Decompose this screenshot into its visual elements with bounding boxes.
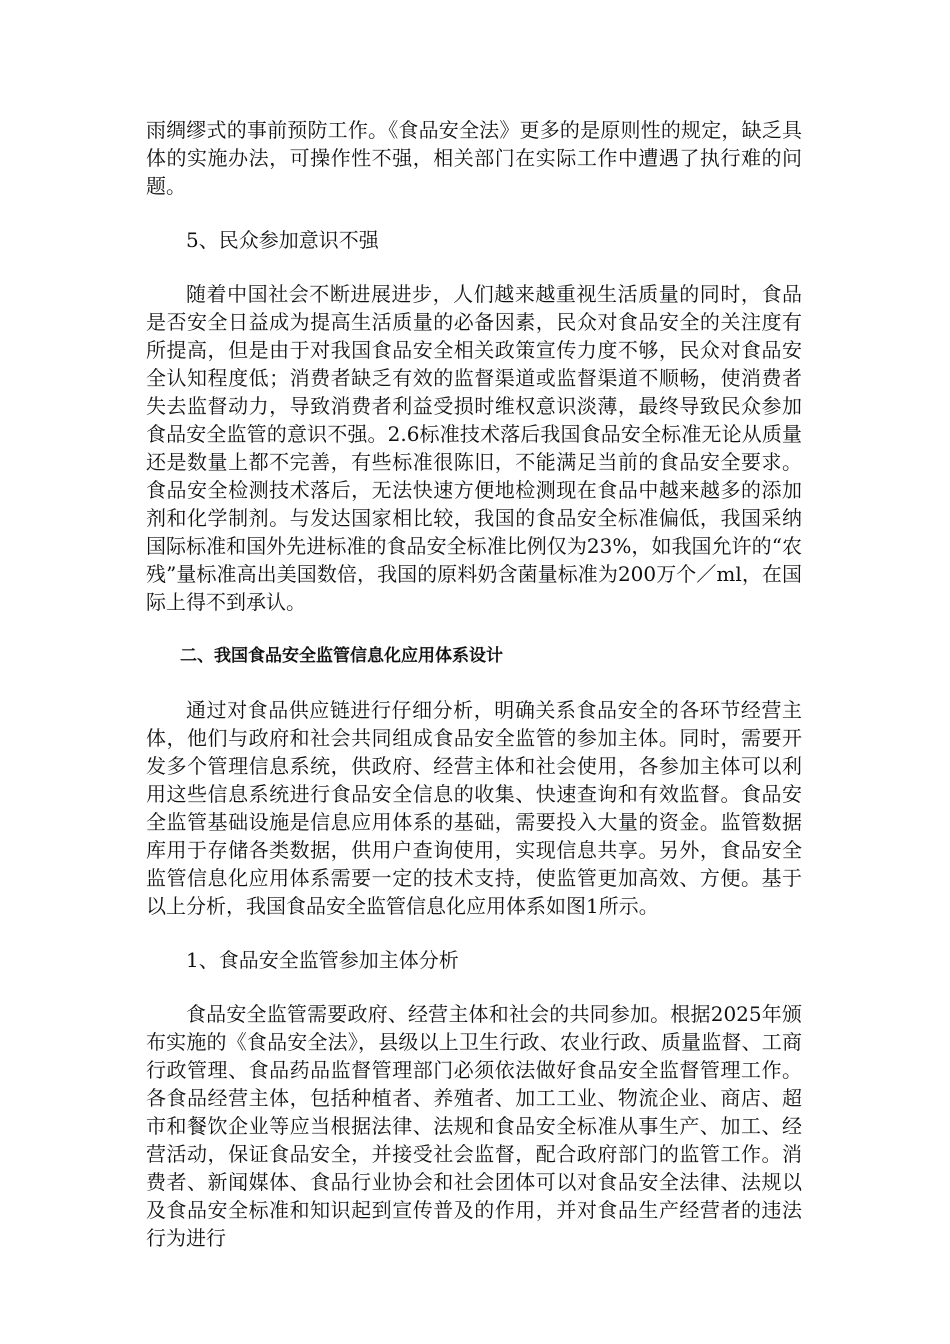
paragraph-participants-analysis: 食品安全监管需要政府、经营主体和社会的共同参加。根据2025年颁布实施的《食品安全法》，县级以上卫生行政、农业行政、质量监督、工商行政管理、食品药品监督管理部门必须依法做好食品安全监督管理工作。各食品经营主体，包括种植者、养殖者、加工工业、物流企业、商店、超市和餐饮企业等应当根据法律、法规和食品安全标准从事生产、加工、经营活动，保证食品安全，并接受社会监督，配合政府部门的监管工作。消费者、新闻媒体、食品行业协会和社会团体可以对食品安全法律、法规以及食品安全标准和知识起到宣传普及的作用，并对食品生产经营者的违法行为进行 [146, 1002, 802, 1250]
chapter-heading-2: 二、我国食品安全监管信息化应用体系设计 [180, 646, 503, 666]
document-page [146, 116, 802, 1252]
paragraph-system-design: 通过对食品供应链进行仔细分析，明确关系食品安全的各环节经营主体，他们与政府和社会共同组成食品安全监管的参加主体。同时，需要开发多个管理信息系统，供政府、经营主体和社会使用，各参加主体可以利用这些信息系统进行食品安全信息的收集、快速查询和有效监督。食品安全监管基础设施是信息应用体系的基础，需要投入大量的资金。监管数据库用于存储各类数据，供用户查询使用，实现信息共享。另外，食品安全监管信息化应用体系需要一定的技术支持，使监管更加高效、方便。基于以上分析，我国食品安全监管信息化应用体系如图1所示。 [146, 698, 802, 918]
section-heading-5: 5、民众参加意识不强 [186, 228, 379, 252]
paragraph-public-participation: 随着中国社会不断进展进步，人们越来越重视生活质量的同时，食品是否安全日益成为提高生活质量的必备因素，民众对食品安全的关注度有所提高，但是由于对我国食品安全相关政策宣传力度不够，民众对食品安全认知程度低；消费者缺乏有效的监督渠道或监督渠道不顺畅，使消费者失去监督动力，导致消费者利益受损时维权意识淡薄，最终导致民众参加食品安全监管的意识不强。2.6标准技术落后我国食品安全标准无论从质量还是数量上都不完善，有些标准很陈旧，不能满足当前的食品安全要求。食品安全检测技术落后，无法快速方便地检测现在食品中越来越多的添加剂和化学制剂。与发达国家相比较，我国的食品安全标准偏低，我国采纳国际标准和国外先进标准的食品安全标准比例仅为23%，如我国允许的“农残”量标准高出美国数倍，我国的原料奶含菌量标准为200万个／ml，在国际上得不到承认。 [146, 282, 802, 614]
section-heading-1: 1、食品安全监管参加主体分析 [186, 948, 459, 972]
paragraph-continuation: 雨绸缪式的事前预防工作。《食品安全法》更多的是原则性的规定，缺乏具体的实施办法，可操作性不强，相关部门在实际工作中遭遇了执行难的问题。 [146, 118, 802, 198]
